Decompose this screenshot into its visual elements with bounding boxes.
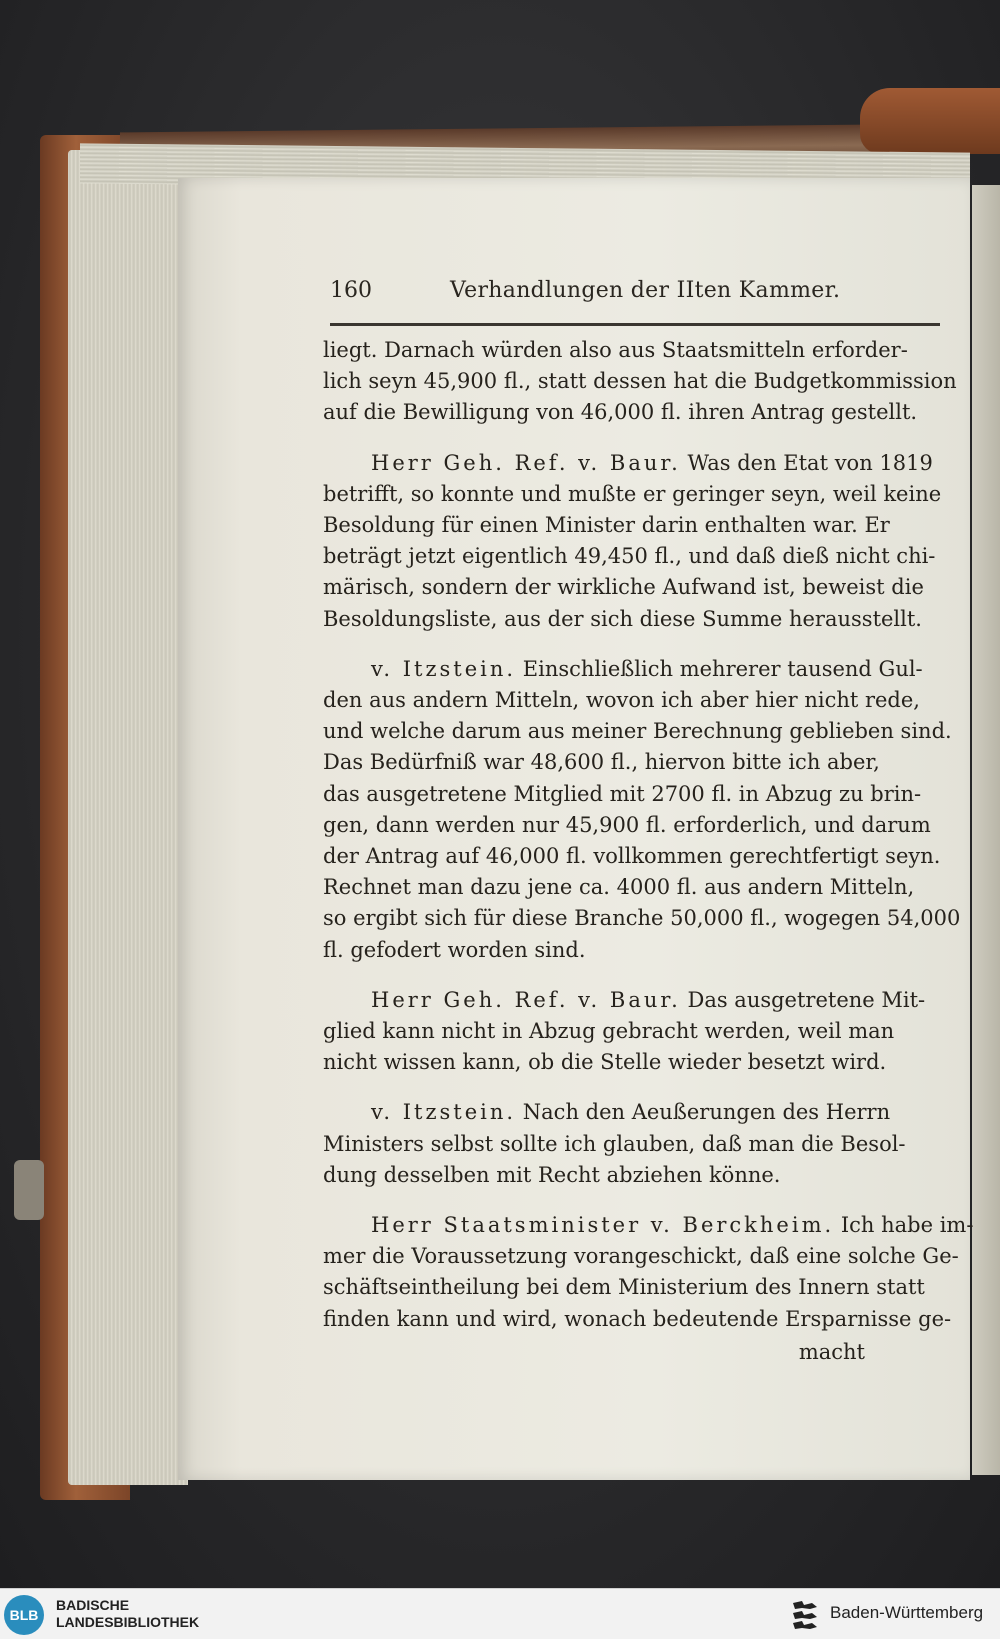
text-line: Besoldungsliste, aus der sich diese Summe herausstellt. — [323, 606, 922, 631]
text-line: nicht wissen kann, ob die Stelle wieder besetzt wird. — [323, 1050, 887, 1075]
text-line: liegt. Darnach würden also aus Staatsmitteln erforder- — [323, 338, 908, 362]
footer-bar — [0, 1588, 1000, 1639]
text-line: so ergibt sich für diese Branche 50,000 fl., wogegen 54,000 — [323, 906, 961, 931]
text-fragment: Was den Etat von 1819 — [687, 450, 933, 475]
facing-page-edge — [972, 185, 1000, 1475]
text-line: den aus andern Mitteln, wovon ich aber hier nicht rede, — [323, 688, 920, 713]
page-number: 160 — [330, 278, 372, 303]
speaker-name: v. Itzstein. — [371, 656, 517, 681]
text-line: betrifft, so konnte und mußte er geringer seyn, weil keine — [323, 481, 942, 506]
text-line: der Antrag auf 46,000 fl. vollkommen gerechtfertigt seyn. — [323, 844, 941, 869]
text-fragment: Einschließlich mehrerer tausend Gul- — [522, 656, 923, 681]
speaker-name: Herr Geh. Ref. v. Baur. — [371, 450, 681, 475]
speaker-name: v. Itzstein. — [371, 1100, 517, 1125]
text-line: mer die Voraussetzung vorangeschickt, daß eine solche Ge- — [323, 1244, 959, 1269]
text-line: Besoldung für einen Minister darin enthalten war. Er — [323, 513, 890, 538]
paragraph — [323, 985, 935, 1079]
text-line — [323, 985, 935, 1016]
text-line: Rechnet man dazu jene ca. 4000 fl. aus andern Mitteln, — [323, 875, 915, 900]
text-line — [323, 1210, 974, 1241]
paragraph — [323, 1097, 935, 1191]
text-line — [323, 1097, 935, 1128]
text-fragment: Nach den Aeußerungen des Herrn — [522, 1100, 891, 1125]
catchword: macht — [798, 1339, 865, 1364]
page-body — [323, 335, 974, 1368]
text-line: schäftseintheilung bei dem Ministerium des Innern statt — [323, 1275, 925, 1300]
text-line — [323, 448, 935, 479]
text-line — [323, 654, 935, 685]
text-line: das ausgetretene Mitglied mit 2700 fl. in Abzug zu brin- — [323, 781, 922, 806]
paragraph — [323, 448, 942, 635]
text-line: auf die Bewilligung von 46,000 fl. ihren Antrag gestellt. — [323, 400, 918, 425]
speaker-name: Herr Geh. Ref. v. Baur. — [371, 987, 681, 1012]
text-line: Das Bedürfniß war 48,600 fl., hiervon bitte ich aber, — [323, 750, 880, 775]
text-line: gen, dann werden nur 45,900 fl. erforderlich, und darum — [323, 812, 931, 837]
library-name-line1: BADISCHE — [56, 1597, 130, 1613]
paragraph — [323, 654, 961, 966]
running-title: Verhandlungen der IIten Kammer. — [450, 278, 841, 303]
library-name-line2: LANDESBIBLIOTHEK — [56, 1614, 200, 1630]
library-name[interactable] — [56, 1597, 199, 1631]
text-line: märisch, sondern der wirkliche Aufwand ist, beweist die — [323, 575, 924, 600]
page-header — [330, 278, 940, 314]
text-line: und welche darum aus meiner Berechnung geblieben sind. — [323, 719, 952, 744]
paragraph — [323, 335, 957, 429]
text-line: Ministers selbst sollte ich glauben, daß man die Besol- — [323, 1131, 906, 1156]
text-line: dung desselben mit Recht abziehen könne. — [323, 1162, 781, 1187]
text-line: lich seyn 45,900 fl., statt dessen hat die Budgetkommission — [323, 369, 957, 394]
book-clasp — [14, 1160, 44, 1220]
text-fragment: Ich habe im- — [840, 1213, 974, 1238]
book-spine-end — [860, 88, 1000, 154]
text-line: fl. gefodert worden sind. — [323, 937, 586, 962]
text-line: beträgt jetzt eigentlich 49,450 fl., und daß dieß nicht chi- — [323, 544, 936, 569]
text-line: finden kann und wird, wonach bedeutende Ersparnisse ge- — [323, 1306, 952, 1331]
speaker-name: Herr Staatsminister v. Berckheim. — [371, 1213, 835, 1238]
text-line: glied kann nicht in Abzug gebracht werden, weil man — [323, 1019, 895, 1044]
text-fragment: Das ausgetretene Mit- — [687, 987, 926, 1012]
state-name[interactable]: Baden-Württemberg — [830, 1603, 984, 1622]
baden-wuerttemberg-lions-icon — [790, 1599, 820, 1631]
blb-logo-icon[interactable]: BLB — [4, 1595, 44, 1635]
header-rule — [330, 323, 940, 326]
page-stack-edge — [68, 150, 188, 1485]
paragraph — [323, 1210, 974, 1335]
